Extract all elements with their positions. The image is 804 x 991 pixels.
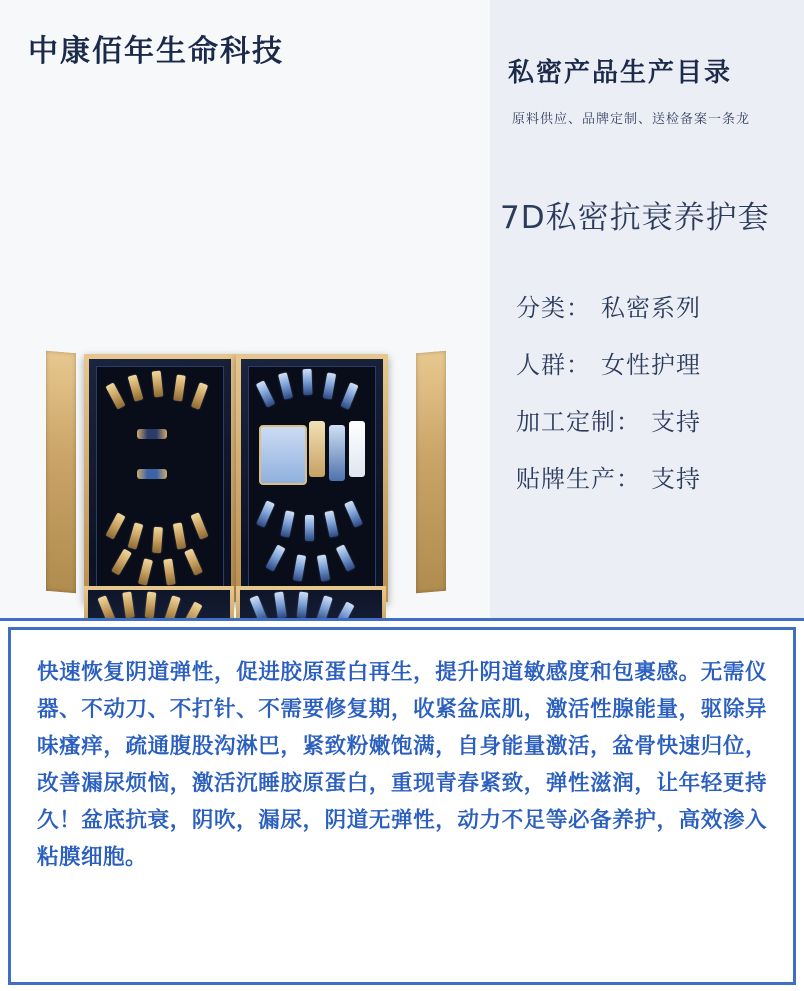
spec-row bbox=[516, 402, 804, 437]
spec-label: 分类： bbox=[516, 294, 591, 322]
spec-row bbox=[516, 459, 804, 494]
spec-value: 女性护理 bbox=[601, 351, 701, 379]
case-lid-right bbox=[236, 586, 386, 618]
description-box bbox=[8, 627, 796, 985]
description-text: 快速恢复阴道弹性，促进胶原蛋白再生，提升阴道敏感度和包裹感。无需仪器、不动刀、不打针、不需要修复期，收紧盆底肌，激活性腺能量，驱除异味瘙痒，疏通腹股沟淋巴，紧致粉嫩饱满，自身能量激活，盆骨快速归位，改善漏尿烦恼，激活沉睡胶原蛋白，重现青春紧致，弹性滋润，让年轻更持久！盆底抗衰，阴吹，漏尿，阴道无弹性，动力不足等必备养护，高效渗入粘膜细胞。 bbox=[37, 660, 767, 870]
spec-value: 私密系列 bbox=[601, 294, 701, 322]
case-panel-left-inner bbox=[96, 366, 224, 590]
spec-label: 贴牌生产： bbox=[516, 465, 641, 493]
product-photo bbox=[36, 330, 456, 618]
product-name: 7D私密抗衰养护套 bbox=[500, 200, 770, 236]
product-spec-list bbox=[516, 288, 804, 516]
case-wing-right-icon bbox=[416, 351, 446, 594]
case-lid-left bbox=[84, 586, 234, 618]
spec-value: 支持 bbox=[651, 408, 701, 436]
spec-label: 人群： bbox=[516, 351, 591, 379]
product-info-panel bbox=[490, 0, 804, 618]
case-panel-left bbox=[84, 354, 236, 602]
case-wing-left-icon bbox=[46, 351, 76, 594]
spec-label: 加工定制： bbox=[516, 408, 641, 436]
catalog-title: 私密产品生产目录 bbox=[508, 58, 733, 88]
product-case-illustration bbox=[36, 340, 456, 605]
case-panel-right-inner bbox=[248, 366, 376, 590]
case-panel-right bbox=[236, 354, 388, 602]
spec-row bbox=[516, 288, 804, 323]
brand-title: 中康佰年生命科技 bbox=[28, 34, 284, 69]
spec-value: 支持 bbox=[651, 465, 701, 493]
product-image-panel bbox=[0, 0, 490, 618]
catalog-subtitle: 原料供应、品牌定制、送检备案一条龙 bbox=[512, 112, 751, 127]
spec-row bbox=[516, 345, 804, 380]
description-section bbox=[0, 618, 804, 991]
